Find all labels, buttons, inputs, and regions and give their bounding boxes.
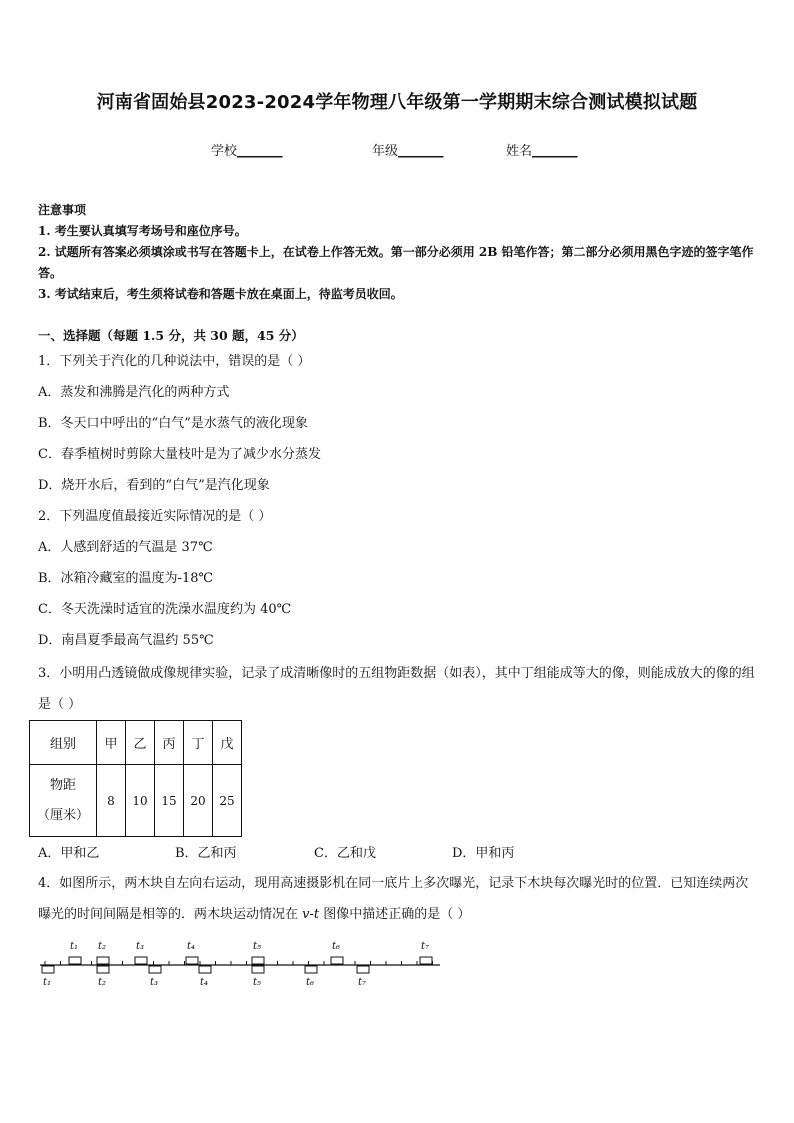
- upper-block: [69, 957, 81, 964]
- table-group-ding: 丁: [184, 721, 213, 765]
- lower-block: [305, 966, 317, 973]
- upper-block: [252, 957, 264, 964]
- lower-time-label: t₂: [98, 977, 107, 988]
- q1-stem: 1．下列关于汽化的几种说法中，错误的是（ ）: [38, 354, 311, 369]
- q2-option-c: C．冬天洗澡时适宜的洗澡水温度约为 40℃: [38, 602, 292, 617]
- upper-time-label: t₅: [253, 941, 262, 952]
- grade-blank[interactable]: _______: [398, 144, 444, 159]
- upper-time-label: t₃: [136, 941, 145, 952]
- name-blank[interactable]: _______: [532, 144, 578, 159]
- table-distance-bing: 15: [155, 765, 184, 837]
- lower-block: [252, 966, 264, 973]
- lower-time-label: t₇: [358, 977, 367, 988]
- q2-stem: 2．下列温度值最接近实际情况的是（ ）: [38, 509, 272, 524]
- lower-time-label: t₄: [200, 977, 209, 988]
- table-group-wu: 戊: [213, 721, 242, 765]
- upper-block: [97, 957, 109, 964]
- table-group-yi: 乙: [126, 721, 155, 765]
- upper-time-label: t₆: [332, 941, 341, 952]
- lower-block: [42, 966, 54, 973]
- object-distance-table: [29, 720, 242, 837]
- lower-time-label: t₃: [150, 977, 159, 988]
- q1-option-a: A．蒸发和沸腾是汽化的两种方式: [38, 385, 230, 400]
- lower-time-label: t₁: [43, 977, 52, 988]
- table-group-bing: 丙: [155, 721, 184, 765]
- q4-stem-b: 图像中描述正确的是（ ）: [319, 907, 471, 922]
- upper-time-label: t₂: [98, 941, 107, 952]
- table-distance-yi: 10: [126, 765, 155, 837]
- table-group-jia: 甲: [97, 721, 126, 765]
- q4-stem-vt: v-t: [302, 907, 320, 922]
- q2-option-d: D．南昌夏季最高气温约 55℃: [38, 633, 214, 648]
- table-distance-ding: 20: [184, 765, 213, 837]
- upper-block: [186, 957, 198, 964]
- upper-blocks: [69, 941, 432, 964]
- grade-field[interactable]: [372, 140, 444, 159]
- q3-option-c: C．乙和戊: [314, 846, 376, 861]
- table-header-distance-b: （厘米）: [36, 807, 89, 823]
- upper-time-label: t₁: [70, 941, 79, 952]
- table-distance-wu: 25: [213, 765, 242, 837]
- notice-item-2: 2. 试题所有答案必须填涂或书写在答题卡上，在试卷上作答无效。第一部分必须用 2B 铅笔作答；第二部分必须用黑色字迹的签字笔作答。: [38, 245, 754, 280]
- notice-item-1: 1. 考生要认真填写考场号和座位序号。: [38, 224, 247, 238]
- q4-stem-a: 4．如图所示，两木块自左向右运动，现用高速摄影机在同一底片上多次曝光，记录下木块每次曝光时的位置．已知连续两次曝光的时间间隔是相等的．两木块运动情况在: [38, 876, 749, 922]
- upper-time-label: t₄: [187, 941, 196, 952]
- lower-block: [357, 966, 369, 973]
- q3-option-a: A．甲和乙: [38, 846, 100, 861]
- q3-option-b: B．乙和丙: [175, 846, 237, 861]
- school-field[interactable]: [211, 140, 283, 159]
- lower-block: [149, 966, 161, 973]
- table-header-distance-a: 物距: [49, 777, 76, 793]
- page-title: 河南省固始县2023-2024学年物理八年级第一学期期末综合测试模拟试题: [96, 92, 698, 113]
- notice-heading: 注意事项: [38, 203, 87, 217]
- upper-block: [331, 957, 343, 964]
- name-label: 姓名: [506, 144, 533, 159]
- q2-option-b: B．冰箱冷藏室的温度为-18℃: [38, 571, 214, 586]
- name-field[interactable]: [506, 140, 578, 159]
- q2-option-a: A．人感到舒适的气温是 37℃: [38, 540, 213, 555]
- table-header-group: 组别: [30, 721, 97, 765]
- upper-block: [420, 957, 432, 964]
- table-distance-jia: 8: [97, 765, 126, 837]
- lower-block: [97, 966, 109, 973]
- student-info-fields: [0, 140, 794, 160]
- grade-label: 年级: [372, 144, 399, 159]
- q3-option-d: D．甲和丙: [452, 846, 515, 861]
- lower-blocks: [42, 966, 369, 988]
- school-label: 学校: [211, 144, 238, 159]
- upper-block: [135, 957, 147, 964]
- q1-option-b: B．冬天口中呼出的“白气”是水蒸气的液化现象: [38, 416, 308, 431]
- lower-block: [199, 966, 211, 973]
- school-blank[interactable]: _______: [237, 144, 283, 159]
- section-heading: 一、选择题（每题 1.5 分，共 30 题，45 分）: [38, 328, 304, 343]
- notice-item-3: 3. 考试结束后，考生须将试卷和答题卡放在桌面上，待监考员收回。: [38, 287, 403, 301]
- q4-stem: [38, 868, 760, 930]
- table-header-distance: [30, 765, 97, 837]
- lower-time-label: t₆: [306, 977, 315, 988]
- exposure-diagram: [30, 935, 450, 991]
- q3-stem: 3．小明用凸透镜做成像规律实验，记录了成清晰像时的五组物距数据（如表），其中丁组能成等大的像，则能成放大的像的组是（ ）: [38, 666, 755, 712]
- q1-option-c: C．春季植树时剪除大量枝叶是为了减少水分蒸发: [38, 447, 321, 462]
- upper-time-label: t₇: [421, 941, 430, 952]
- lower-time-label: t₅: [253, 977, 262, 988]
- q1-option-d: D．烧开水后，看到的“白气”是汽化现象: [38, 478, 270, 493]
